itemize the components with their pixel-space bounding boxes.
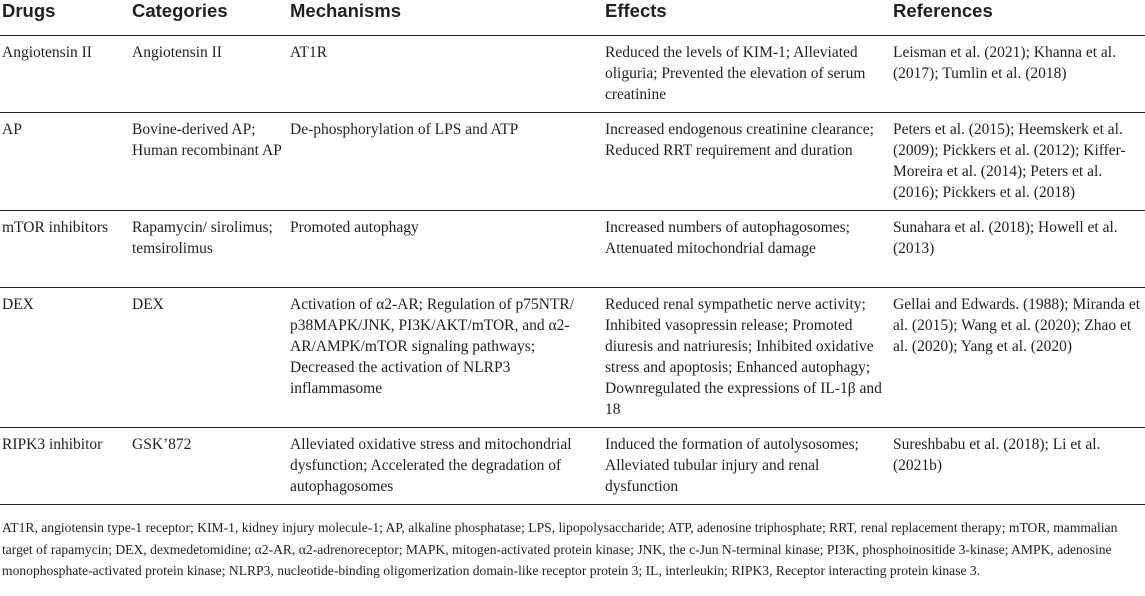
cell-mechanism: AT1R (288, 36, 603, 113)
cell-drug: DEX (0, 288, 130, 428)
table-row (0, 211, 1145, 288)
table-row (0, 36, 1145, 113)
cell-effect: Reduced the levels of KIM-1; Alleviated oliguria; Prevented the elevation of serum creatinine (603, 36, 891, 113)
header-references: References (891, 0, 1145, 36)
table-row (0, 428, 1145, 505)
header-categories: Categories (130, 0, 288, 36)
cell-category: Angiotensin II (130, 36, 288, 113)
cell-effect: Induced the formation of autolysosomes; Alleviated tubular injury and renal dysfunction (603, 428, 891, 505)
cell-mechanism: Alleviated oxidative stress and mitochondrial dysfunction; Accelerated the degradation of autophagosomes (288, 428, 603, 505)
cell-references: Peters et al. (2015); Heemskerk et al. (2009); Pickkers et al. (2012); Kiffer-Moreira et al. (2014); Peters et al. (2016); Pickkers et al. (2018) (891, 113, 1145, 211)
cell-category: Rapamycin/ sirolimus; temsirolimus (130, 211, 288, 288)
cell-references: Sunahara et al. (2018); Howell et al. (2013) (891, 211, 1145, 288)
cell-category: DEX (130, 288, 288, 428)
table-footnote: AT1R, angiotensin type-1 receptor; KIM-1, kidney injury molecule-1; AP, alkaline phosphatase; LPS, lipopolysaccharide; ATP, adenosine triphosphate; RRT, renal replacement therapy; mTOR, mammalian target of rapamycin; DEX, dexmedetomidine; α2-AR, α2-adrenoreceptor; MAPK, mitogen-activated protein kinase; JNK, the c-Jun N-terminal kinase; PI3K, phosphoinositide 3-kinase; AMPK, adenosine monophosphate-activated protein kinase; NLRP3, nucleotide-binding oligomerization domain-like receptor protein 3; IL, interleukin; RIPK3, Receptor interacting protein kinase 3. (2, 520, 1118, 578)
cell-references: Sureshbabu et al. (2018); Li et al. (2021b) (891, 428, 1145, 505)
table-body (0, 36, 1145, 505)
cell-effect: Increased numbers of autophagosomes; Attenuated mitochondrial damage (603, 211, 891, 288)
cell-drug: AP (0, 113, 130, 211)
table-row (0, 113, 1145, 211)
cell-effect: Reduced renal sympathetic nerve activity; Inhibited vasopressin release; Promoted diuresis and natriuresis; Inhibited oxidative stress and apoptosis; Enhanced autophagy; Downregulated the expressions of IL-1β and 18 (603, 288, 891, 428)
cell-references: Leisman et al. (2021); Khanna et al. (2017); Tumlin et al. (2018) (891, 36, 1145, 113)
table-header (0, 0, 1145, 36)
cell-mechanism: Activation of α2-AR; Regulation of p75NTR/ p38MAPK/JNK, PI3K/AKT/mTOR, and α2-AR/AMPK/mTOR signaling pathways; Decreased the activation of NLRP3 inflammasome (288, 288, 603, 428)
cell-effect: Increased endogenous creatinine clearance; Reduced RRT requirement and duration (603, 113, 891, 211)
cell-mechanism: Promoted autophagy (288, 211, 603, 288)
cell-mechanism: De-phosphorylation of LPS and ATP (288, 113, 603, 211)
cell-category: GSK’872 (130, 428, 288, 505)
cell-references: Gellai and Edwards. (1988); Miranda et al. (2015); Wang et al. (2020); Zhao et al. (2020); Yang et al. (2020) (891, 288, 1145, 428)
table-row (0, 288, 1145, 428)
cell-drug: mTOR inhibitors (0, 211, 130, 288)
header-row (0, 0, 1145, 36)
header-effects: Effects (603, 0, 891, 36)
header-mechanisms: Mechanisms (288, 0, 603, 36)
cell-drug: RIPK3 inhibitor (0, 428, 130, 505)
header-drugs: Drugs (0, 0, 130, 36)
cell-drug: Angiotensin II (0, 36, 130, 113)
cell-category: Bovine-derived AP; Human recombinant AP (130, 113, 288, 211)
